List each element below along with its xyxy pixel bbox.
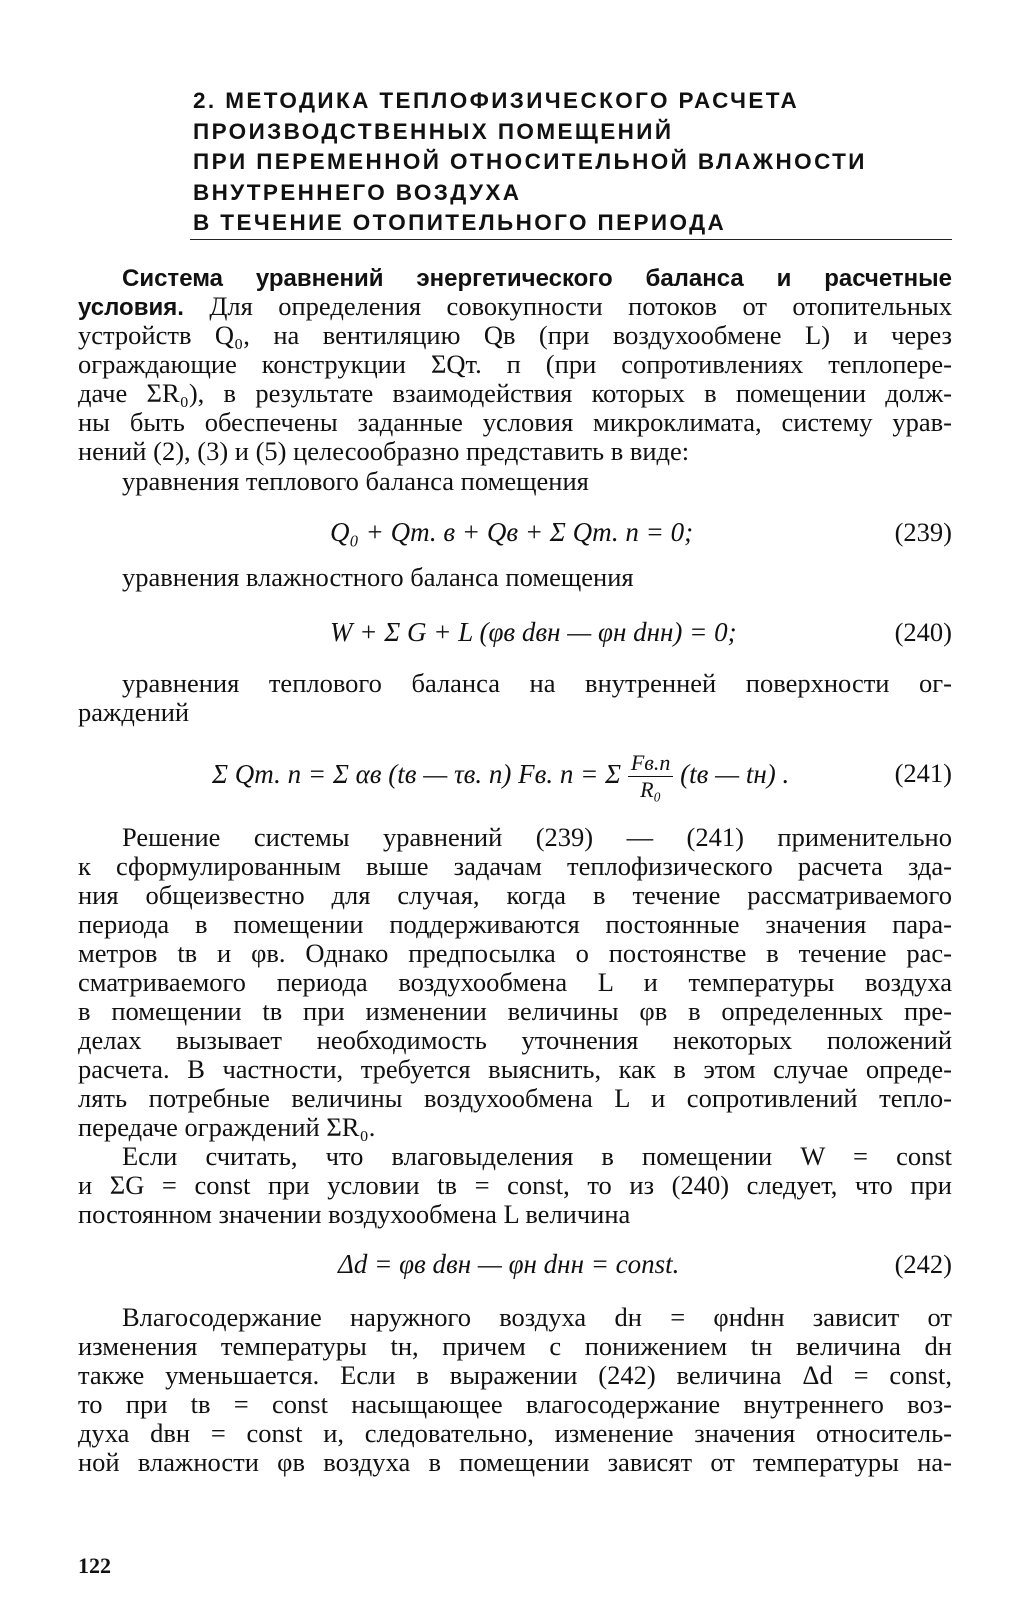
heading-line: 2. МЕТОДИКА ТЕПЛОФИЗИЧЕСКОГО РАСЧЕТА: [193, 88, 800, 113]
text-line: то при tв = const насыщающее влагосодержание внутреннего воз-: [78, 1389, 952, 1419]
equation-number: (242): [894, 1249, 952, 1279]
text-span: Для определения совокупности потоков от отопительных: [183, 291, 952, 321]
equation-number: (241): [894, 758, 952, 788]
text-line: также уменьшается. Если в выражении (242) величина Δd = const,: [78, 1360, 952, 1390]
text-line: Решение системы уравнений (239) — (241) применительно: [122, 822, 952, 852]
text-line: изменения температуры tн, причем с понижением tн величина dн: [78, 1331, 952, 1361]
equation-number: (239): [894, 517, 952, 547]
text-line: передаче ограждений ΣR₀.: [78, 1112, 376, 1142]
equation-fraction: [628, 750, 674, 803]
equation-number: (240): [894, 617, 952, 647]
text-line: уравнения влажностного баланса помещения: [122, 562, 634, 592]
text-line: уравнения теплового баланса на внутренней поверхности ог-: [122, 668, 952, 698]
text-line: периода в помещении поддерживаются постоянные значения пара-: [78, 909, 952, 939]
fraction-denominator: R₀: [640, 777, 662, 803]
text-line: нений (2), (3) и (5) целесообразно представить в виде:: [78, 436, 690, 466]
text-line: расчета. В частности, требуется выяснить, как в этом случае опреде-: [78, 1054, 952, 1084]
text-line: к сформулированным выше задачам теплофизического расчета зда-: [78, 851, 952, 881]
equation-241: [212, 746, 789, 802]
text-line: духа dвн = const и, следовательно, изменение значения относитель-: [78, 1418, 952, 1448]
text-line: и ΣG = const при условии tв = const, то из (240) следует, что при: [78, 1170, 952, 1200]
section-heading: [193, 86, 973, 239]
text-line: постоянном значении воздухообмена L величина: [78, 1199, 631, 1229]
heading-line: ВНУТРЕННЕГО ВОЗДУХА: [193, 179, 522, 205]
text-line: ограждающие конструкции ΣQт. п (при сопротивлениях теплопере-: [78, 349, 952, 379]
text-line: [122, 262, 952, 292]
text-line: Влагосодержание наружного воздуха dн = φнdнн зависит от: [122, 1302, 952, 1332]
heading-rule: [190, 239, 952, 240]
heading-line: ПРОИЗВОДСТВЕННЫХ ПОМЕЩЕНИЙ: [193, 118, 674, 144]
text-line: сматриваемого периода воздухообмена L и температуры воздуха: [78, 967, 952, 997]
text-line: в помещении tв при изменении величины φв в определенных пре-: [78, 996, 952, 1026]
subheading-bold: условия.: [78, 294, 184, 321]
text-line: устройств Q₀, на вентиляцию Qв (при воздухообмене L) и через: [78, 320, 952, 350]
fraction-numerator: Fв.п: [628, 750, 674, 777]
equation-part: (tв — tн) .: [680, 759, 790, 789]
equation-part: Σ Qт. п = Σ αв (tв — τв. п) Fв. п = Σ: [212, 759, 622, 789]
page-number: 122: [78, 1553, 111, 1578]
text-line: метров tв и φв. Однако предпосылка о постоянстве в течение рас-: [78, 938, 952, 968]
text-line: лять потребные величины воздухообмена L и сопротивлений тепло-: [78, 1083, 952, 1113]
heading-line: В ТЕЧЕНИЕ ОТОПИТЕЛЬНОГО ПЕРИОДА: [193, 210, 727, 235]
text-line: делах вызывает необходимость уточнения некоторых положений: [78, 1025, 952, 1055]
text-line: ной влажности φв воздуха в помещении зависят от температуры на-: [78, 1447, 952, 1477]
text-line: уравнения теплового баланса помещения: [122, 466, 589, 496]
equation-242: Δd = φв dвн — φн dнн = const.: [338, 1249, 680, 1279]
text-line: ния общеизвестно для случая, когда в течение рассматриваемого: [78, 880, 952, 910]
text-line: даче ΣR₀), в результате взаимодействия которых в помещении долж-: [78, 378, 952, 408]
equation-240: W + Σ G + L (φв dвн — φн dнн) = 0;: [330, 617, 737, 647]
equation-239: Q₀ + Qт. в + Qв + Σ Qт. п = 0;: [330, 517, 694, 547]
heading-line: ПРИ ПЕРЕМЕННОЙ ОТНОСИТЕЛЬНОЙ ВЛАЖНОСТИ: [193, 149, 867, 174]
text-line: Если считать, что влаговыделения в помещении W = const: [122, 1141, 952, 1171]
text-line: ны быть обеспечены заданные условия микроклимата, систему урав-: [78, 407, 952, 437]
text-line: раждений: [78, 697, 190, 727]
subheading-bold: Система уравнений энергетического баланса и расчетные: [122, 265, 952, 292]
text-line: [78, 291, 952, 321]
